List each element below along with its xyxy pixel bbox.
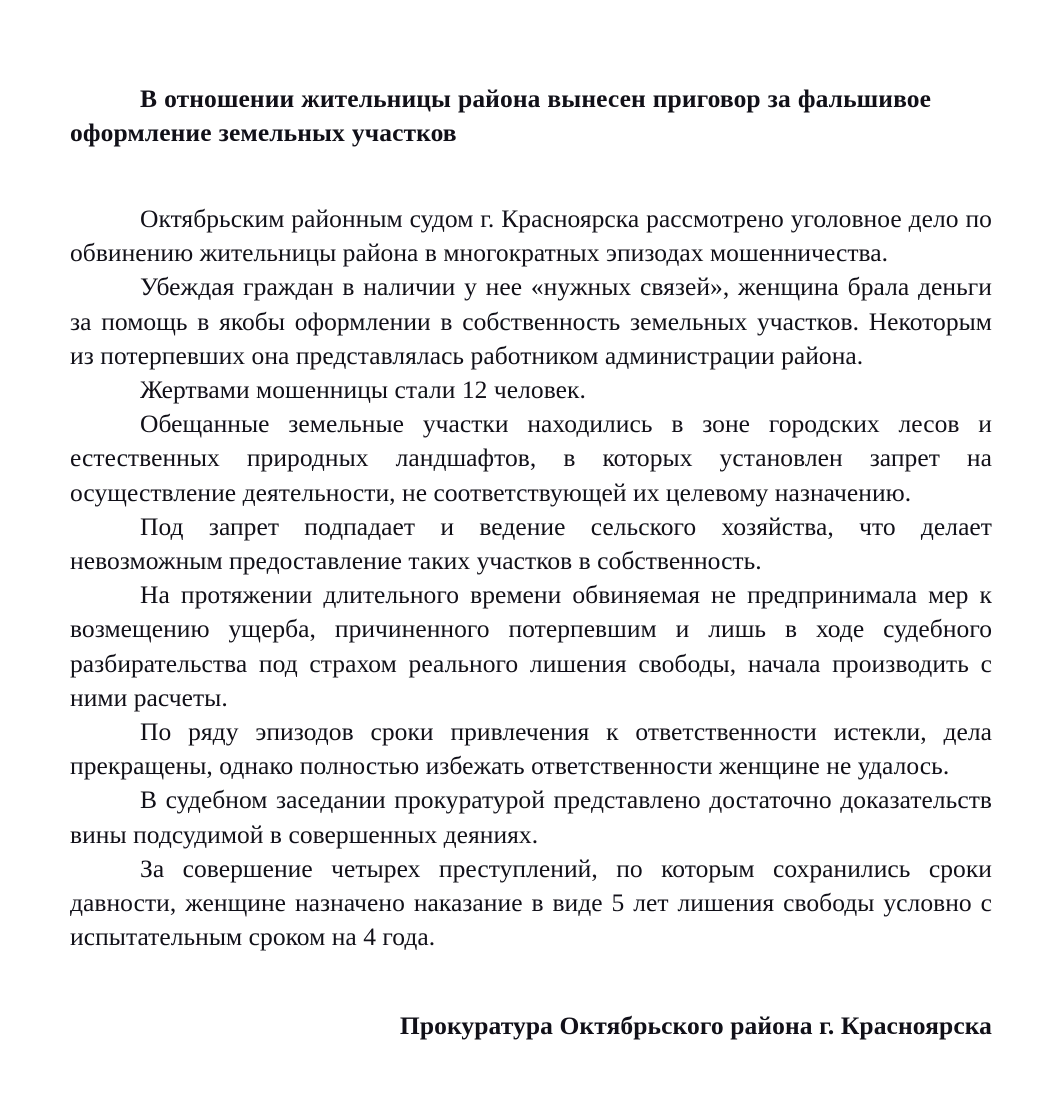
body-paragraph: Жертвами мошенницы стали 12 человек. [140,375,586,405]
body-paragraph: Под запрет подпадает и ведение сельского хозяйства, что делает невозможным предоставление таких участков в собственность. [70,511,992,576]
body-paragraph: По ряду эпизодов сроки привлечения к ответственности истекли, дела прекращены, однако полностью избежать ответственности женщине не удалось. [70,717,992,781]
body-paragraph: На протяжении длительного времени обвиняемая не предпринимала мер к возмещению ущерба, причиненного потерпевшим и лишь в ходе судебного разбирательства под страхом реального лишения свободы, начала производить с ними расчеты. [70,580,992,712]
body-paragraph: За совершение четырех преступлений, по которым сохранились сроки давности, женщине назначено наказание в виде 5 лет лишения свободы условно с испытательным сроком на 4 года. [70,853,992,952]
body-paragraph: Обещанные земельные участки находились в зоне городских лесов и естественных природных ландшафтов, в которых установлен запрет на осуществление деятельности, не соответствующей их целевому назначению. [70,409,992,507]
page-title: В отношении жительницы района вынесен приговор за фальшивое оформление земельных участков [70,84,932,147]
document-body [70,202,992,954]
document-signature: Прокуратура Октябрьского района г. Красноярска [399,1011,992,1041]
body-paragraph: В судебном заседании прокуратурой представлено достаточно доказательств вины подсудимой в совершенных деяниях. [70,785,992,849]
document-content [70,0,992,1043]
body-paragraph: Убеждая граждан в наличии у нее «нужных связей», женщина брала деньги за помощь в якобы оформлении в собственность земельных участков. Некоторым из потерпевших она представлялась работником администрации района. [70,272,992,370]
body-paragraph: Октябрьским районным судом г. Красноярска рассмотрено уголовное дело по обвинению жительницы района в многократных эпизодах мошенничества. [70,204,992,268]
